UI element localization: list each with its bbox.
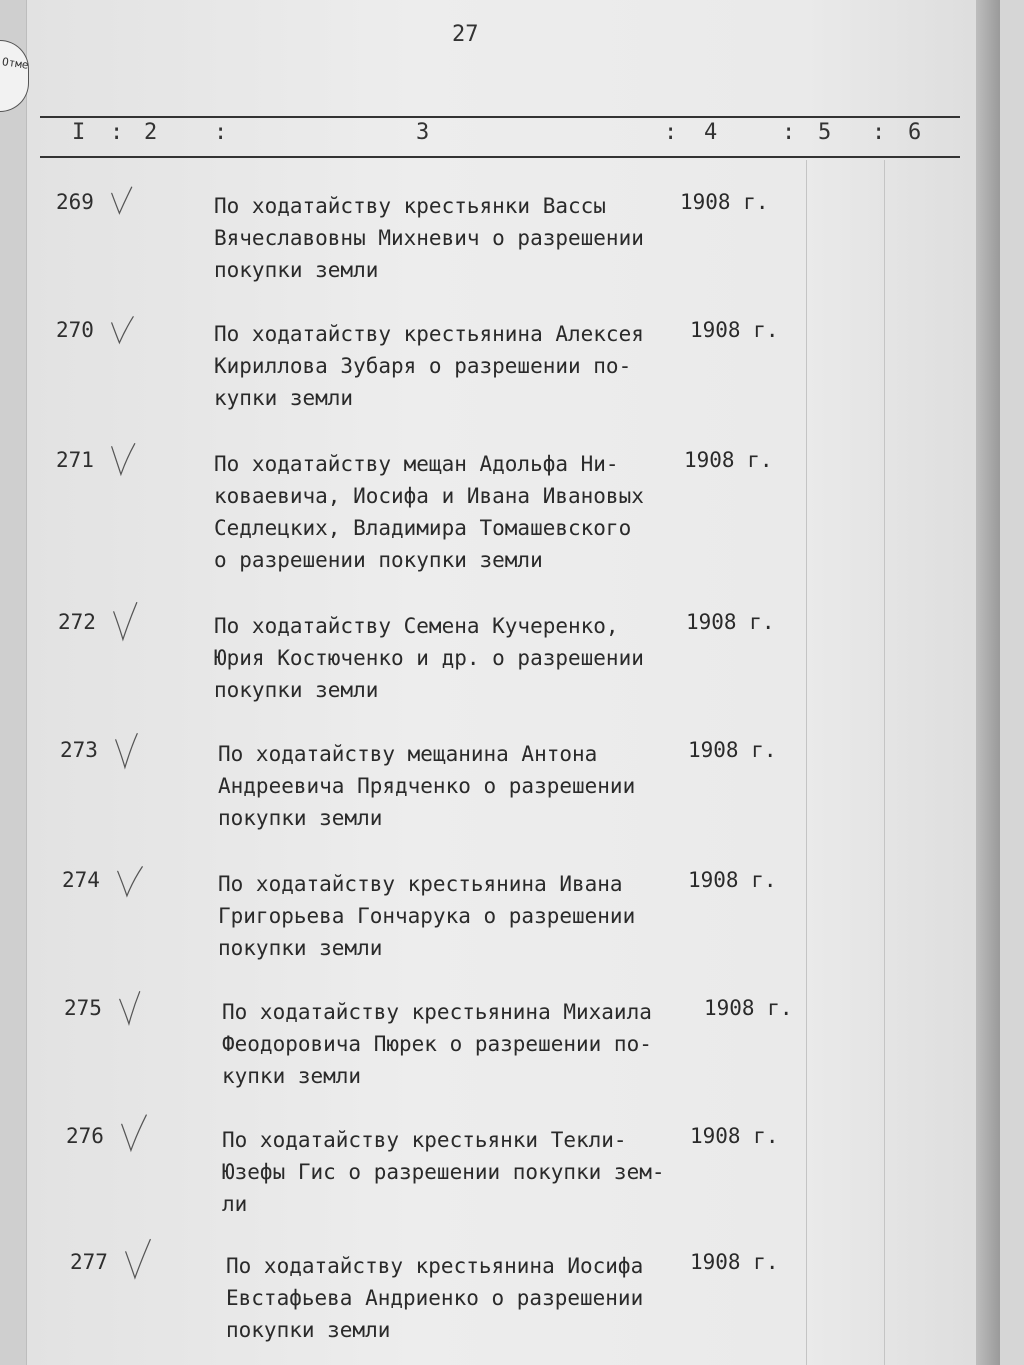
- handwritten-checkmark-icon: [108, 598, 144, 644]
- record-description: По ходатайству крестьянки Текли- Юзефы Гис о разрешении покупки зем- ли: [222, 1128, 665, 1216]
- record-description: По ходатайству крестьянина Михаила Феодоровича Пюрек о разрешении по- купки земли: [222, 1000, 652, 1088]
- record-description: По ходатайству крестьянина Алексея Кириллова Зубаря о разрешении по- купки земли: [214, 322, 644, 410]
- record-year: 1908 г.: [688, 738, 777, 762]
- page-number: 27: [452, 22, 479, 47]
- page-edge-shadow: [976, 0, 1000, 1365]
- underlying-sheet: [0, 0, 30, 1365]
- record-year: 1908 г.: [690, 1250, 779, 1274]
- record-description: По ходатайству крестьянина Ивана Григорьева Гончарука о разрешении покупки земли: [218, 872, 636, 960]
- record-year: 1908 г.: [684, 448, 773, 472]
- record-description: По ходатайству мещанина Антона Андреевича Прядченко о разрешении покупки земли: [218, 742, 636, 830]
- record-number: 271: [56, 448, 94, 472]
- record-number: 276: [66, 1124, 104, 1148]
- column-6-header: 6: [908, 120, 922, 145]
- column-1-header: I: [72, 120, 86, 145]
- record-description: По ходатайству крестьянки Вассы Вячеславовны Михневич о разрешении покупки земли: [214, 194, 644, 282]
- left-tab-label: Отме: [1, 55, 30, 72]
- handwritten-checkmark-icon: [106, 306, 142, 352]
- column-divider: [806, 160, 807, 1365]
- record-year: 1908 г.: [686, 610, 775, 634]
- column-separator: :: [110, 120, 124, 145]
- record-year: 1908 г.: [704, 996, 793, 1020]
- handwritten-checkmark-icon: [106, 178, 142, 224]
- record-year: 1908 г.: [680, 190, 769, 214]
- handwritten-checkmark-icon: [110, 726, 146, 772]
- record-number: 275: [64, 996, 102, 1020]
- record-number: 270: [56, 318, 94, 342]
- column-separator: :: [872, 120, 886, 145]
- column-4-header: 4: [704, 120, 718, 145]
- record-description: По ходатайству крестьянина Иосифа Евстафьева Андриенко о разрешении покупки земли: [226, 1254, 644, 1342]
- record-year: 1908 г.: [690, 1124, 779, 1148]
- record-year: 1908 г.: [688, 868, 777, 892]
- handwritten-checkmark-icon: [112, 856, 148, 902]
- header-top-rule: [40, 116, 960, 118]
- record-number: 274: [62, 868, 100, 892]
- record-number: 277: [70, 1250, 108, 1274]
- column-separator: :: [664, 120, 678, 145]
- column-3-header: 3: [416, 120, 430, 145]
- record-number: 273: [60, 738, 98, 762]
- column-2-header: 2: [144, 120, 158, 145]
- record-description: По ходатайству Семена Кучеренко, Юрия Костюченко и др. о разрешении покупки земли: [214, 614, 644, 702]
- handwritten-checkmark-icon: [114, 984, 150, 1030]
- header-bottom-rule: [40, 156, 960, 158]
- column-divider: [884, 160, 885, 1365]
- record-number: 272: [58, 610, 96, 634]
- record-year: 1908 г.: [690, 318, 779, 342]
- column-5-header: 5: [818, 120, 832, 145]
- record-number: 269: [56, 190, 94, 214]
- handwritten-checkmark-icon: [120, 1238, 156, 1284]
- column-separator: :: [782, 120, 796, 145]
- record-description: По ходатайству мещан Адольфа Ни- коваевича, Иосифа и Ивана Ивановых Седлецких, Владимира Томашевского о разрешении покупки земли: [214, 452, 644, 572]
- handwritten-checkmark-icon: [106, 436, 142, 482]
- column-separator: :: [214, 120, 228, 145]
- handwritten-checkmark-icon: [116, 1112, 152, 1158]
